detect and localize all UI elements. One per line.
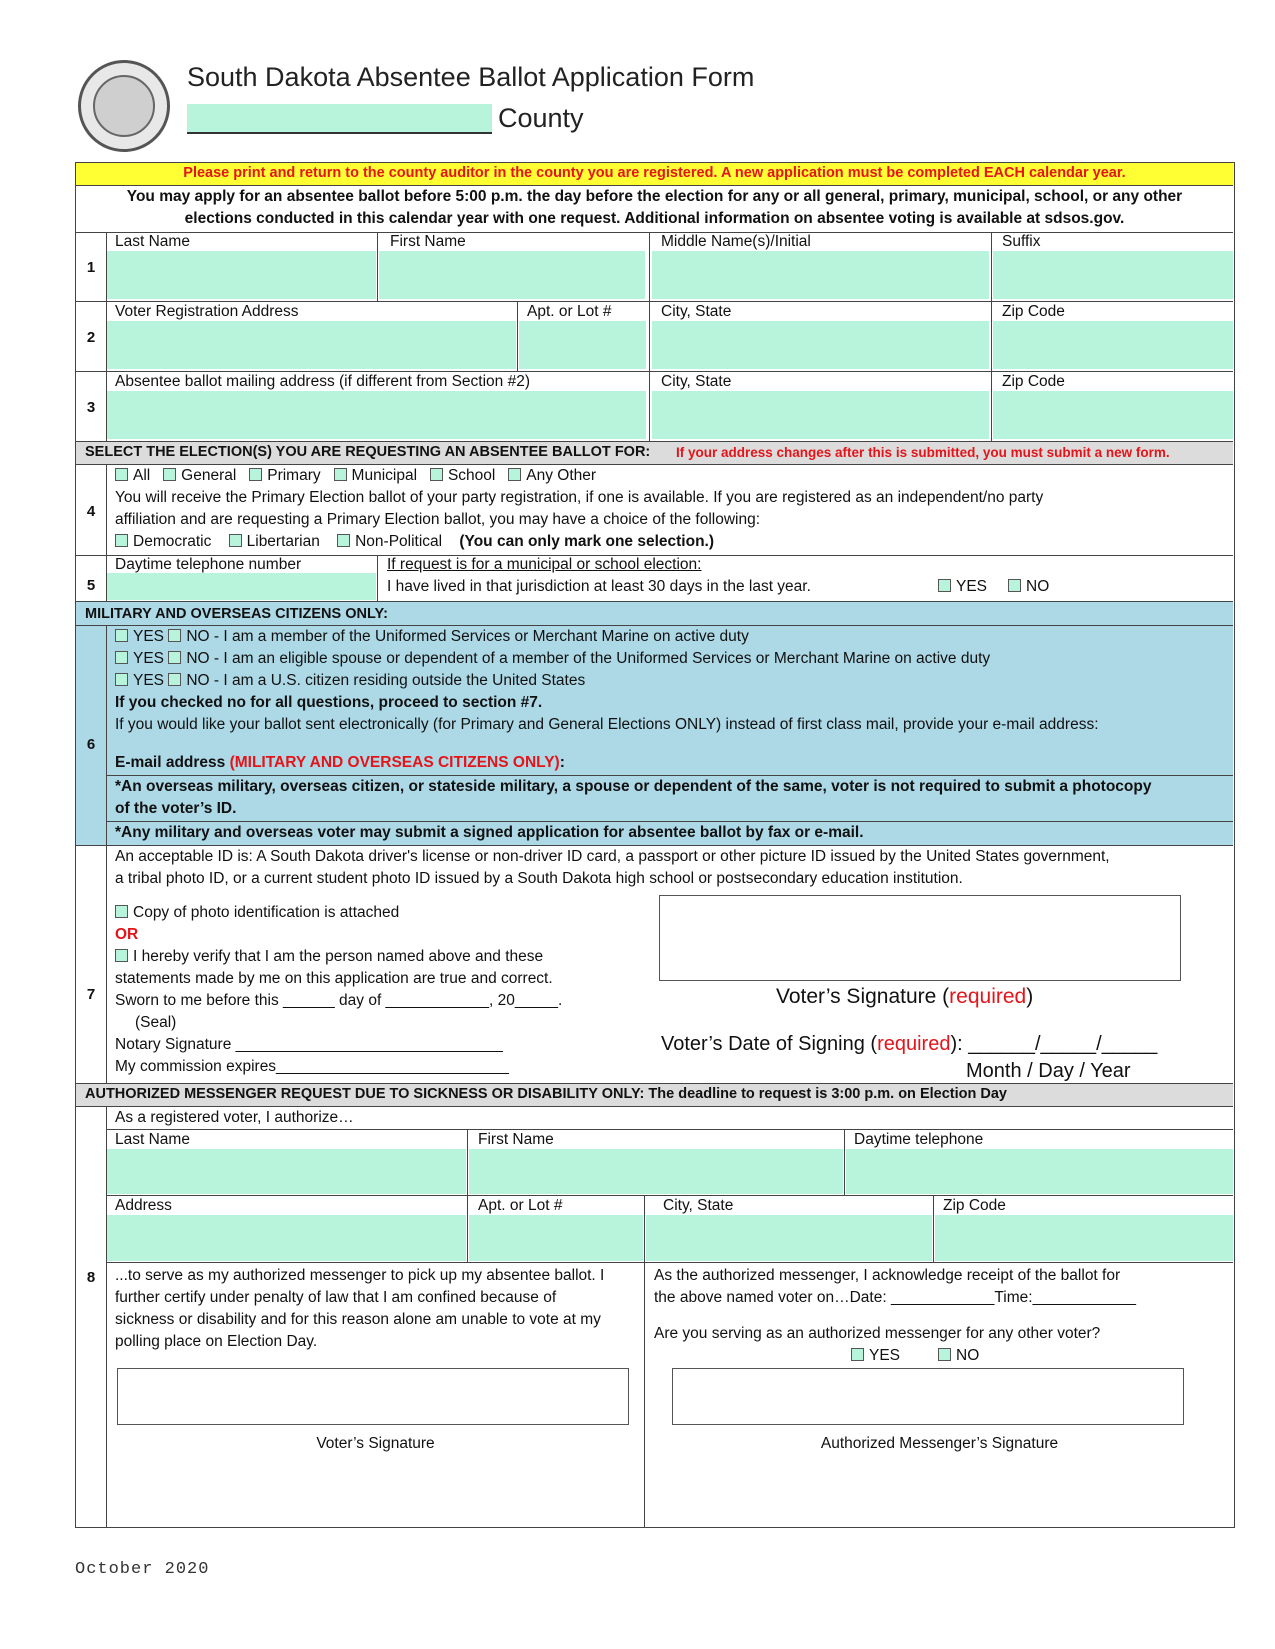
- checkbox-icon[interactable]: [1008, 579, 1021, 592]
- intro-line-2: elections conducted in this calendar year with one request. Additional information on absentee voting is available at sdsos.gov.: [184, 210, 1125, 227]
- voter-signature-box[interactable]: [659, 895, 1181, 981]
- checkbox-icon[interactable]: [249, 468, 262, 481]
- verify-text-2: statements made by me on this application are true and correct.: [115, 970, 553, 987]
- sworn-line: Sworn to me before this ______ day of ____________, 20_____.: [115, 992, 563, 1009]
- certify-text-1: ...to serve as my authorized messenger to pick up my absentee ballot. I: [115, 1267, 605, 1284]
- acknowledge-text-2[interactable]: the above named voter on…Date: ____________Time:____________: [654, 1289, 1137, 1306]
- authorize-text: As a registered voter, I authorize…: [115, 1109, 354, 1126]
- county-input[interactable]: [187, 104, 492, 134]
- option-any-other[interactable]: Any Other: [508, 467, 596, 484]
- checkbox-icon[interactable]: [115, 673, 128, 686]
- select-election-title: SELECT THE ELECTION(S) YOU ARE REQUESTING AN ABSENTEE BALLOT FOR:: [85, 444, 651, 460]
- party-options: [115, 533, 714, 551]
- overseas-note-1: *An overseas military, overseas citizen, or stateside military, a spouse or dependent of the same, voter is not required to submit a photocopy: [115, 778, 1152, 795]
- messenger-apt-label: Apt. or Lot #: [478, 1197, 563, 1214]
- military-q2: YES NO - I am an eligible spouse or dependent of a member of the Uniformed Services or Merchant Marine on active duty: [115, 650, 990, 668]
- proceed-note: If you checked no for all questions, proceed to section #7.: [115, 694, 543, 711]
- checkbox-icon[interactable]: [115, 651, 128, 664]
- messenger-phone-field[interactable]: [846, 1149, 1233, 1194]
- section-7-number: 7: [86, 986, 96, 1003]
- county-label: County: [498, 103, 584, 133]
- municipal-header: If request is for a municipal or school election:: [387, 556, 702, 573]
- commission-line: My commission expires___________________________: [115, 1058, 509, 1075]
- email-label[interactable]: E-mail address (MILITARY AND OVERSEAS CITIZENS ONLY):: [115, 754, 565, 771]
- last-name-label: Last Name: [115, 233, 190, 250]
- section-8-number: 8: [86, 1269, 96, 1286]
- phone-label: Daytime telephone number: [115, 556, 302, 573]
- messenger-signature-box[interactable]: [672, 1368, 1184, 1425]
- seal-label: (Seal): [135, 1014, 177, 1031]
- messenger-phone-label: Daytime telephone: [854, 1131, 984, 1148]
- checkbox-icon[interactable]: [115, 534, 128, 547]
- messenger-last-label: Last Name: [115, 1131, 190, 1148]
- checkbox-icon[interactable]: [168, 629, 181, 642]
- apt-field[interactable]: [519, 321, 646, 369]
- option-school[interactable]: School: [430, 467, 495, 484]
- messenger-first-label: First Name: [478, 1131, 554, 1148]
- electronic-text: If you would like your ballot sent electronically (for Primary and General Elections ONLY) instead of first class mail, provide your e-mail address:: [115, 716, 1099, 733]
- section-3-number: 3: [86, 399, 96, 416]
- residency-question: I have lived in that jurisdiction at least 30 days in the last year.: [387, 578, 811, 595]
- section-5-number: 5: [86, 577, 96, 594]
- option-municipal[interactable]: Municipal: [334, 467, 417, 484]
- overseas-note-2: of the voter’s ID.: [115, 800, 237, 817]
- option-primary[interactable]: Primary: [249, 467, 320, 484]
- checkbox-icon[interactable]: [115, 949, 128, 962]
- certify-text-4: polling place on Election Day.: [115, 1333, 318, 1350]
- checkbox-icon[interactable]: [851, 1348, 864, 1361]
- mailing-address-field[interactable]: [107, 391, 646, 439]
- id-text-2: a tribal photo ID, or a current student photo ID issued by a South Dakota high school or postsecondary education institution.: [115, 870, 963, 887]
- date-format-label: Month / Day / Year: [966, 1060, 1131, 1082]
- military-header: MILITARY AND OVERSEAS CITIZENS ONLY:: [85, 606, 388, 622]
- form-title: South Dakota Absentee Ballot Application Form: [187, 62, 755, 92]
- mailing-city-field[interactable]: [652, 391, 989, 439]
- messenger-signature-label: Authorized Messenger’s Signature: [820, 1435, 1059, 1452]
- checkbox-icon[interactable]: [337, 534, 350, 547]
- checkbox-icon[interactable]: [168, 651, 181, 664]
- checkbox-icon[interactable]: [115, 468, 128, 481]
- id-text-1: An acceptable ID is: A South Dakota driver's license or non-driver ID card, a passport or other picture ID issued by the United States government,: [115, 848, 1110, 865]
- party-non-political[interactable]: Non-Political: [337, 533, 442, 550]
- checkbox-icon[interactable]: [938, 1348, 951, 1361]
- residency-yes[interactable]: YES: [938, 578, 987, 596]
- other-voter-question: Are you serving as an authorized messenger for any other voter?: [654, 1325, 1101, 1342]
- checkbox-icon[interactable]: [229, 534, 242, 547]
- footer-date: October 2020: [75, 1560, 210, 1579]
- messenger-last-field[interactable]: [107, 1149, 466, 1194]
- messenger-address-field[interactable]: [107, 1215, 466, 1261]
- banner-text: Please print and return to the county auditor in the county you are registered. A new application must be completed EACH calendar year.: [183, 165, 1126, 181]
- last-name-field[interactable]: [107, 251, 376, 299]
- messenger-city-field[interactable]: [646, 1215, 932, 1261]
- or-label: OR: [115, 926, 139, 943]
- apt-label: Apt. or Lot #: [527, 303, 612, 320]
- election-options: [115, 467, 596, 485]
- certify-text-2: further certify under penalty of law that I am confined because of: [115, 1289, 557, 1306]
- seal-center: [93, 75, 155, 137]
- state-seal: [78, 60, 170, 152]
- messenger-address-label: Address: [115, 1197, 172, 1214]
- checkbox-icon[interactable]: [115, 905, 128, 918]
- copy-attached-option[interactable]: Copy of photo identification is attached: [115, 904, 399, 922]
- checkbox-icon[interactable]: [115, 629, 128, 642]
- checkbox-icon[interactable]: [430, 468, 443, 481]
- messenger-voter-signature-box[interactable]: [117, 1368, 629, 1425]
- middle-name-label: Middle Name(s)/Initial: [661, 233, 811, 250]
- residency-no[interactable]: NO: [1008, 578, 1049, 596]
- messenger-header: AUTHORIZED MESSENGER REQUEST DUE TO SICKNESS OR DISABILITY ONLY: The deadline to request is 3:00 p.m. on Election Day: [85, 1086, 1007, 1102]
- first-name-label: First Name: [390, 233, 466, 250]
- mailing-address-label: Absentee ballot mailing address (if different from Section #2): [115, 373, 530, 390]
- mailing-zip-label: Zip Code: [1002, 373, 1065, 390]
- application-form: [75, 162, 1235, 1528]
- suffix-label: Suffix: [1002, 233, 1041, 250]
- city-state-label: City, State: [661, 303, 732, 320]
- section-4-number: 4: [86, 503, 96, 520]
- primary-text-2: affiliation and are requesting a Primary Election ballot, you may have a choice of the following:: [115, 511, 761, 528]
- messenger-voter-signature-label: Voter’s Signature: [316, 1435, 435, 1452]
- checkbox-icon[interactable]: [168, 673, 181, 686]
- phone-field[interactable]: [107, 573, 376, 600]
- select-election-note: If your address changes after this is submitted, you must submit a new form.: [676, 445, 1170, 460]
- messenger-zip-label: Zip Code: [943, 1197, 1006, 1214]
- registration-address-label: Voter Registration Address: [115, 303, 299, 320]
- messenger-zip-field[interactable]: [935, 1215, 1233, 1261]
- notary-signature-line: Notary Signature _______________________________: [115, 1036, 503, 1053]
- date-of-signing[interactable]: Voter’s Date of Signing (required): ______/_____/_____: [661, 1033, 1158, 1055]
- section-6-number: 6: [86, 736, 96, 753]
- messenger-apt-field[interactable]: [469, 1215, 643, 1261]
- option-general[interactable]: General: [163, 467, 236, 484]
- military-q3: YES NO - I am a U.S. citizen residing outside the United States: [115, 672, 585, 690]
- registration-address-field[interactable]: [107, 321, 516, 369]
- mailing-city-label: City, State: [661, 373, 732, 390]
- checkbox-icon[interactable]: [163, 468, 176, 481]
- city-state-field[interactable]: [652, 321, 989, 369]
- mailing-zip-field[interactable]: [993, 391, 1233, 439]
- primary-text-1: You will receive the Primary Election ballot of your party registration, if one is available. If you are registered as an independent/no party: [115, 489, 1044, 506]
- checkbox-icon[interactable]: [938, 579, 951, 592]
- certify-text-3: sickness or disability and for this reason alone am unable to vote at my: [115, 1311, 601, 1328]
- zip-label: Zip Code: [1002, 303, 1065, 320]
- zip-field[interactable]: [993, 321, 1233, 369]
- middle-name-field[interactable]: [652, 251, 989, 299]
- section-2-number: 2: [86, 329, 96, 346]
- messenger-first-field[interactable]: [469, 1149, 843, 1194]
- acknowledge-text-1: As the authorized messenger, I acknowledge receipt of the ballot for: [654, 1267, 1121, 1284]
- first-name-field[interactable]: [379, 251, 645, 299]
- military-q1: YES NO - I am a member of the Uniformed Services or Merchant Marine on active duty: [115, 628, 749, 646]
- checkbox-icon[interactable]: [334, 468, 347, 481]
- voter-signature-label: Voter’s Signature (required): [776, 985, 1034, 1008]
- fax-note: *Any military and overseas voter may submit a signed application for absentee ballot by fax or e-mail.: [115, 824, 864, 841]
- one-selection-note: (You can only mark one selection.): [459, 533, 715, 550]
- verify-option[interactable]: I hereby verify that I am the person named above and these: [115, 948, 543, 966]
- messenger-city-label: City, State: [663, 1197, 734, 1214]
- suffix-field[interactable]: [993, 251, 1233, 299]
- other-voter-no[interactable]: NO: [938, 1347, 979, 1365]
- party-libertarian[interactable]: Libertarian: [229, 533, 320, 550]
- intro-line-1: You may apply for an absentee ballot before 5:00 p.m. the day before the election for any or all general, primary, municipal, school, or any other: [126, 188, 1183, 205]
- option-all[interactable]: All: [115, 467, 150, 484]
- section-1-number: 1: [86, 259, 96, 276]
- checkbox-icon[interactable]: [508, 468, 521, 481]
- other-voter-yes[interactable]: YES: [851, 1347, 900, 1365]
- party-democratic[interactable]: Democratic: [115, 533, 211, 550]
